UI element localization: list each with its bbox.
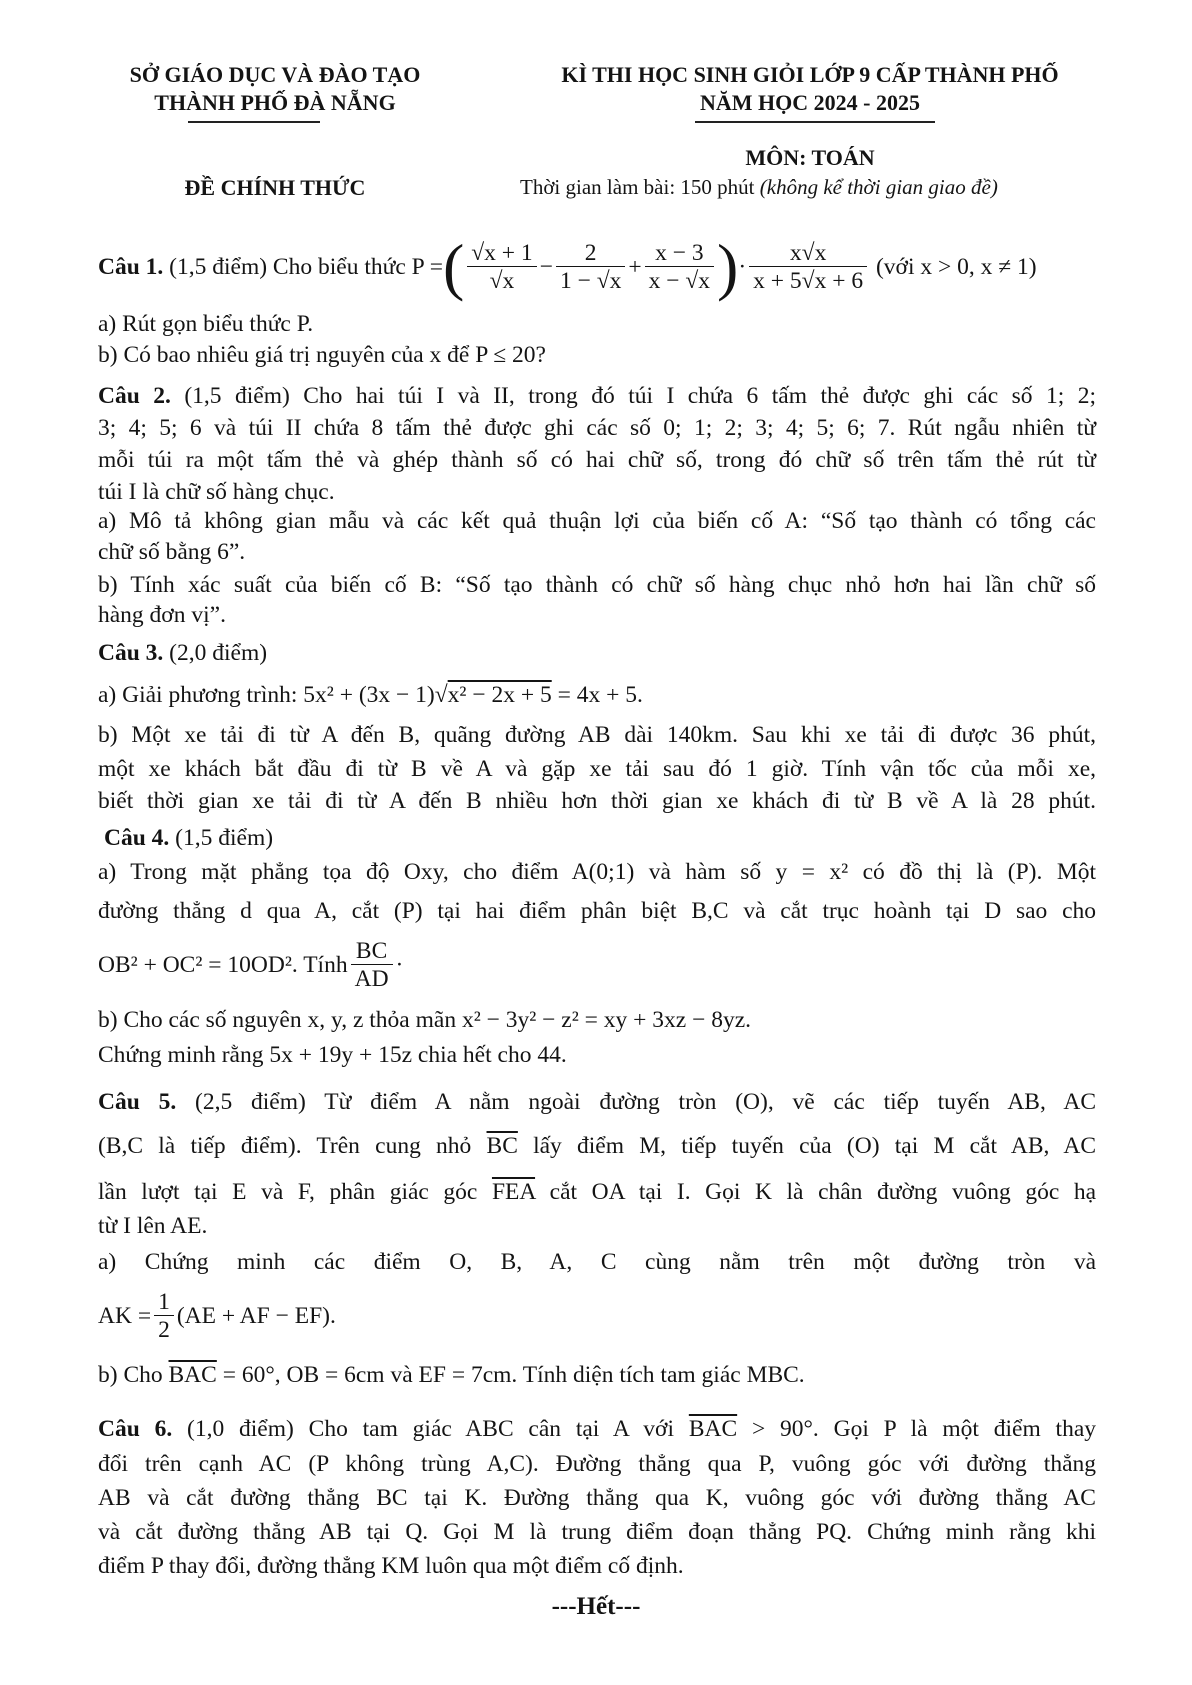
- fraction-2-den: 1 − √x: [559, 267, 622, 294]
- question-3b-line-3: biết thời gian xe tải đi từ A đến B nhiều hơn thời gian xe khách đi từ B về A là 28 phút.: [98, 788, 1096, 814]
- question-3-points: (2,0 điểm): [169, 640, 268, 666]
- question-2-line-2: 3; 4; 5; 6 và túi II chứa 8 tấm thẻ được ghi các số 0; 1; 2; 3; 4; 5; 6; 7. Rút ngẫu nhiên từ: [98, 415, 1096, 441]
- question-5-line-4: từ I lên AE.: [98, 1213, 208, 1239]
- question-3-heading: [98, 638, 1096, 668]
- fraction-4-num: x√x: [749, 240, 867, 267]
- angle-fea: $\overline{FEA}$: [491, 1179, 536, 1205]
- exam-title: KÌ THI HỌC SINH GIỎI LỚP 9 CẤP THÀNH PHỐ: [561, 62, 1059, 87]
- question-2-line-1: [98, 381, 1096, 411]
- school-year: NĂM HỌC 2024 - 2025: [700, 90, 920, 115]
- department-name: SỞ GIÁO DỤC VÀ ĐÀO TẠO: [129, 62, 421, 87]
- question-2-line-3: mỗi túi ra một tấm thẻ và ghép thành số có hai chữ số, trong đó chữ số trên tấm thẻ rút từ: [98, 447, 1096, 473]
- question-5-text-3a: lần lượt tại E và F, phân giác góc: [98, 1179, 478, 1205]
- question-3b-line-2: một xe khách bắt đầu đi từ B về A và gặp xe tải sau đó 1 giờ. Tính vận tốc của mỗi xe,: [98, 756, 1096, 782]
- question-6-text-1b: > 90°. Gọi P là một điểm thay: [751, 1416, 1097, 1442]
- question-5b-text-b: = 60°, OB = 6cm và EF = 7cm. Tính diện tích tam giác MBC.: [222, 1362, 805, 1388]
- question-6-label: Câu 6.: [98, 1416, 173, 1442]
- half-fraction: [154, 1289, 174, 1344]
- fraction-1-den: √x: [489, 267, 515, 294]
- question-2b-line-1: b) Tính xác suất của biến cố B: “Số tạo thành có chữ số hàng chục nhỏ hơn hai lần chữ số: [98, 572, 1096, 598]
- question-2a-line-1: a) Mô tả không gian mẫu và các kết quả thuận lợi của biến cố A: “Số tạo thành có tổng các: [98, 508, 1096, 534]
- ak-label: AK =: [98, 1302, 152, 1329]
- fraction-3-den: x − √x: [648, 267, 711, 294]
- question-5a-line-1: a) Chứng minh các điểm O, B, A, C cùng nằm trên một đường tròn và: [98, 1249, 1096, 1275]
- fraction-3-num: x − 3: [645, 240, 714, 267]
- question-1-formula: [98, 232, 1037, 302]
- question-2a-line-2: chữ số bằng 6”.: [98, 539, 246, 565]
- official-label: ĐỀ CHÍNH THỨC: [184, 175, 366, 200]
- question-6-text-1a: (1,0 điểm) Cho tam giác ABC cân tại A với: [187, 1416, 675, 1442]
- question-6-line-2: đổi trên cạnh AC (P không trùng A,C). Đường thẳng qua P, vuông góc với đường thẳng: [98, 1451, 1096, 1477]
- question-5-text-3b: cắt OA tại I. Gọi K là chân đường vuông góc hạ: [549, 1179, 1096, 1205]
- question-2b-line-2: hàng đơn vị”.: [98, 602, 226, 628]
- question-1-intro: (1,5 điểm) Cho biểu thức P =: [169, 253, 443, 280]
- question-6-line-1: [98, 1414, 1096, 1444]
- question-2-line-4: túi I là chữ số hàng chục.: [98, 479, 335, 505]
- ratio-fraction: [351, 938, 393, 993]
- question-5-text-2b: lấy điểm M, tiếp tuyến của (O) tại M cắt AB, AC: [533, 1133, 1096, 1159]
- time-info: [520, 175, 998, 200]
- question-4a-condition: OB² + OC² = 10OD². Tính: [98, 951, 348, 978]
- end-marker: ---Hết---: [551, 1593, 641, 1620]
- question-5-text-1: (2,5 điểm) Từ điểm A nằm ngoài đường tròn (O), vẽ các tiếp tuyến AB, AC: [195, 1089, 1097, 1115]
- minus-sign: −: [539, 253, 553, 280]
- arc-bc: $\overline{BC}$: [486, 1133, 518, 1159]
- question-4a-line-1: a) Trong mặt phẳng tọa độ Oxy, cho điểm A(0;1) và hàm số y = x² có đồ thị là (P). Một: [98, 859, 1096, 885]
- question-4b-line-1: b) Cho các số nguyên x, y, z thỏa mãn x² − 3y² − z² = xy + 3xz − 8yz.: [98, 1007, 752, 1033]
- half-num: 1: [154, 1289, 174, 1316]
- question-3b-line-1: b) Một xe tải đi từ A đến B, quãng đường AB dài 140km. Sau khi xe tải đi được 36 phút,: [98, 722, 1096, 748]
- question-5-line-2: [98, 1131, 1096, 1161]
- right-paren-icon: ): [717, 231, 739, 302]
- question-5-line-1: [98, 1087, 1096, 1117]
- question-6-line-5: điểm P thay đổi, đường thẳng KM luôn qua một điểm cố định.: [98, 1553, 684, 1579]
- question-3a: [98, 680, 1096, 710]
- fraction-2-num: 2: [556, 240, 625, 267]
- angle-bac: $\overline{BAC}$: [168, 1362, 217, 1388]
- question-5b: [98, 1360, 1096, 1390]
- question-5b-text-a: b) Cho: [98, 1362, 163, 1388]
- question-5-text-2a: (B,C là tiếp điểm). Trên cung nhỏ: [98, 1133, 472, 1159]
- question-1b: b) Có bao nhiêu giá trị nguyên của x để P ≤ 20?: [98, 342, 546, 368]
- question-1-condition: (với x > 0, x ≠ 1): [875, 253, 1037, 280]
- fraction-3: [645, 240, 714, 295]
- question-4-heading: [104, 823, 1102, 853]
- question-5a-line-2: [98, 1280, 336, 1352]
- half-den: 2: [158, 1316, 170, 1343]
- city-name: THÀNH PHỐ ĐÀ NẴNG: [154, 90, 396, 115]
- period: ·: [395, 951, 404, 978]
- dot-operator: ·: [738, 253, 747, 280]
- ratio-num: BC: [351, 938, 393, 965]
- question-3a-text: a) Giải phương trình:: [98, 682, 298, 708]
- question-4b-line-2: Chứng minh rằng 5x + 19y + 15z chia hết cho 44.: [98, 1042, 567, 1068]
- fraction-4-den: x + 5√x + 6: [753, 267, 864, 294]
- left-paren-icon: (: [442, 231, 465, 302]
- fraction-1-num: √x + 1: [467, 240, 536, 267]
- question-2-label: Câu 2.: [98, 383, 171, 409]
- question-4a-line-2: đường thẳng d qua A, cắt (P) tại hai điểm phân biệt B,C và cắt trục hoành tại D sao cho: [98, 898, 1096, 924]
- header-right-divider: [695, 121, 935, 123]
- time-label: Thời gian làm bài: 150 phút: [520, 175, 755, 199]
- ratio-den: AD: [354, 965, 389, 992]
- question-3a-radicand: x² − 2x + 5: [447, 682, 552, 708]
- question-6-line-3: AB và cắt đường thẳng BC tại K. Đường thẳng qua K, vuông góc với đường thẳng AC: [98, 1485, 1096, 1511]
- fraction-4: [749, 240, 867, 295]
- fraction-2: [556, 240, 625, 295]
- question-4a-line-3: [98, 930, 403, 1000]
- question-2-text-1: (1,5 điểm) Cho hai túi I và II, trong đó túi I chứa 6 tấm thẻ được ghi các số 1; 2;: [184, 383, 1096, 409]
- question-3-label: Câu 3.: [98, 640, 164, 666]
- question-1a: a) Rút gọn biểu thức P.: [98, 311, 314, 337]
- question-1-label: Câu 1.: [98, 253, 164, 280]
- angle-bac-q6: $\overline{BAC}$: [688, 1416, 738, 1442]
- subject-title: MÔN: TOÁN: [745, 145, 875, 170]
- ak-expression: (AE + AF − EF).: [176, 1302, 336, 1329]
- question-5-label: Câu 5.: [98, 1089, 177, 1115]
- sqrt-icon: √: [434, 682, 448, 708]
- question-4-points: (1,5 điểm): [175, 825, 274, 851]
- time-note: (không kể thời gian giao đề): [759, 175, 998, 199]
- question-3a-eq-right: = 4x + 5.: [557, 682, 643, 708]
- plus-sign: +: [628, 253, 642, 280]
- fraction-1: [467, 240, 536, 295]
- question-5-line-3: [98, 1177, 1096, 1207]
- header-left-divider: [188, 121, 320, 123]
- question-6-line-4: và cắt đường thẳng AB tại Q. Gọi M là trung điểm đoạn thẳng PQ. Chứng minh rằng khi: [98, 1519, 1096, 1545]
- question-4-label: Câu 4.: [104, 825, 170, 851]
- question-3a-eq-left: 5x² + (3x − 1): [303, 682, 435, 708]
